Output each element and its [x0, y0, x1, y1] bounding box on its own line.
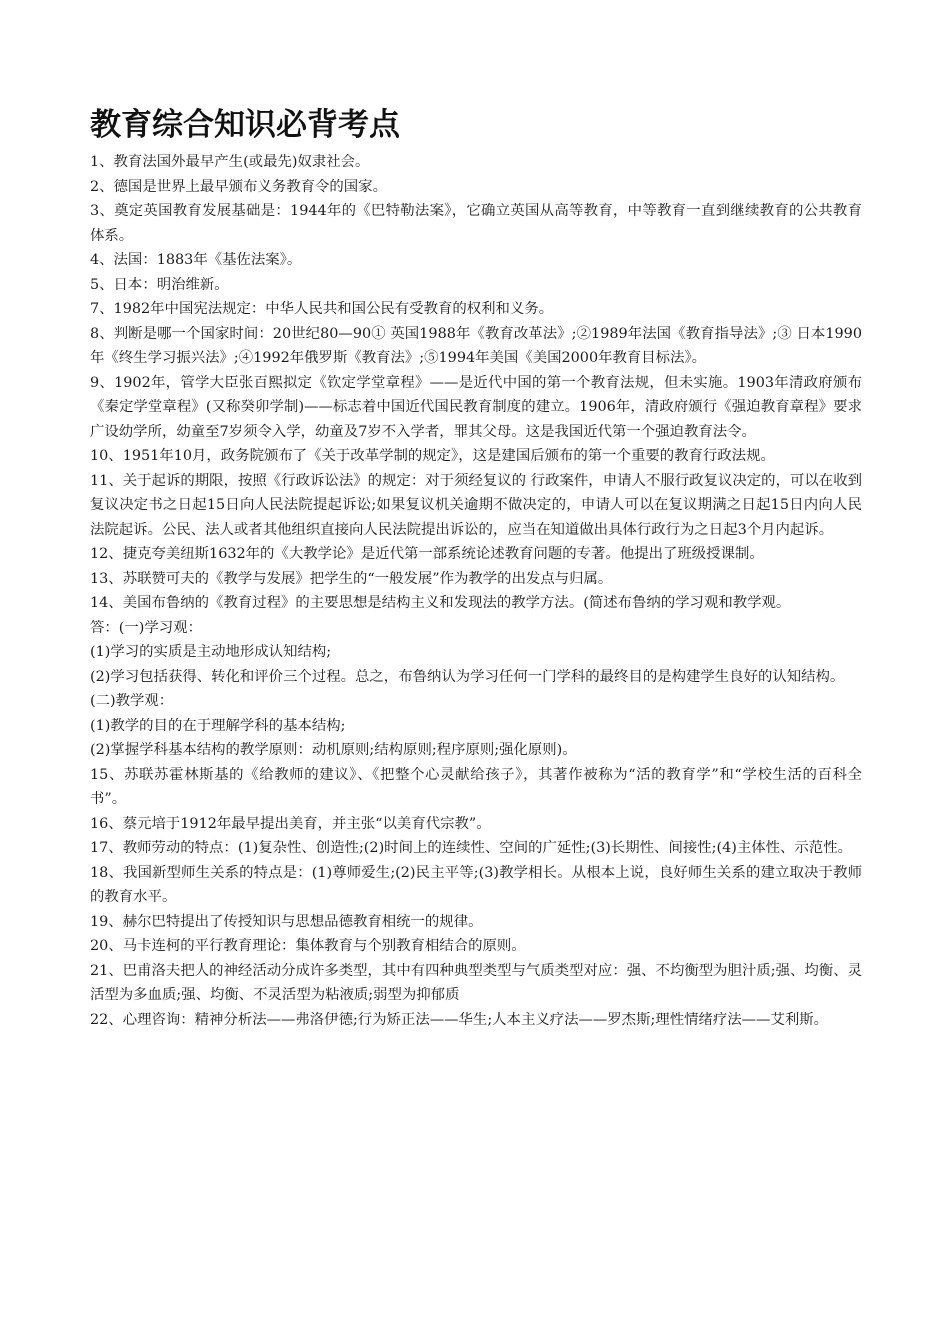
paragraph: 8、判断是哪一个国家时间：20世纪80—90① 英国1988年《教育改革法》;②1989年法国《教育指导法》;③ 日本1990年《终生学习振兴法》;④1992年俄罗斯《教育法》;⑤1994年美国《美国2000年教育目标法》。 [90, 325, 862, 366]
paragraph: 9、1902年，管学大臣张百熙拟定《钦定学堂章程》——是近代中国的第一个教育法规，但未实施。1903年清政府颁布《秦定学堂章程》(又称癸卯学制)——标志着中国近代国民教育制度的建立。1906年，清政府颁行《强迫教育章程》要求广设幼学所，幼童至7岁须令入学，幼童及7岁不入学者，罪其父母。这是我国近代第一个强迫教育法令。 [90, 374, 862, 440]
paragraph: 5、日本：明治维新。 [90, 276, 229, 293]
paragraph: 15、苏联苏霍林斯基的《给教师的建议》、《把整个心灵献给孩子》，其著作被称为“活的教育学”和“学校生活的百科全书”。 [90, 766, 862, 807]
paragraph: 20、马卡连柯的平行教育理论：集体教育与个别教育相结合的原则。 [90, 938, 526, 954]
document-body [90, 150, 862, 1032]
paragraph: (1)教学的目的在于理解学科的基本结构; [90, 717, 346, 734]
paragraph: 4、法国：1883年《基佐法案》。 [90, 252, 302, 268]
paragraph: 19、赫尔巴特提出了传授知识与思想品德教育相统一的规律。 [90, 913, 483, 930]
paragraph: (2)掌握学科基本结构的教学原则：动机原则;结构原则;程序原则;强化原则)。 [90, 742, 577, 758]
paragraph: 22、心理咨询：精神分析法——弗洛伊德;行为矫正法——华生;人本主义疗法——罗杰斯;理性情绪疗法——艾利斯。 [90, 1011, 829, 1028]
paragraph: 18、我国新型师生关系的特点是：(1)尊师爱生;(2)民主平等;(3)教学相长。从根本上说，良好师生关系的建立取决于教师的教育水平。 [90, 864, 862, 905]
paragraph: 11、关于起诉的期限，按照《行政诉讼法》的规定：对于须经复议的 行政案件，申请人不服行政复议决定的，可以在收到复议决定书之日起15日向人民法院提起诉讼;如果复议机关逾期不做决定的，申请人可以在复议期满之日起15日内向人民法院起诉。公民、法人或者其他组织直接向人民法院提出诉讼的，应当在知道做出具体行政行为之日起3个月内起诉。 [90, 472, 862, 538]
paragraph: (二)教学观： [90, 693, 174, 709]
paragraph: 21、巴甫洛夫把人的神经活动分成许多类型，其中有四种典型类型与气质类型对应：强、不均衡型为胆汁质;强、均衡、灵活型为多血质;强、均衡、不灵活型为粘液质;弱型为抑郁质 [90, 962, 862, 1003]
paragraph: (1)学习的实质是主动地形成认知结构; [90, 644, 332, 660]
document-page [90, 102, 862, 1032]
paragraph: 14、美国布鲁纳的《教育过程》的主要思想是结构主义和发现法的教学方法。(简述布鲁纳的学习观和教学观。 [90, 595, 791, 611]
paragraph: 答：(一)学习观： [90, 619, 202, 636]
paragraph: (2)学习包括获得、转化和评价三个过程。总之，布鲁纳认为学习任何一门学科的最终目的是构建学生良好的认知结构。 [90, 668, 845, 685]
paragraph: 17、教师劳动的特点：(1)复杂性、创造性;(2)时间上的连续性、空间的广延性;(3)长期性、间接性;(4)主体性、示范性。 [90, 840, 852, 856]
document-title: 教育综合知识必背考点 [90, 107, 400, 143]
paragraph: 1、教育法国外最早产生(或最先)奴隶社会。 [90, 154, 370, 170]
paragraph: 16、蔡元培于1912年最早提出美育，并主张“以美育代宗教”。 [90, 815, 491, 832]
paragraph: 13、苏联赞可夫的《教学与发展》把学生的“一般发展”作为教学的出发点与归属。 [90, 570, 613, 587]
paragraph: 7、1982年中国宪法规定：中华人民共和国公民有受教育的权利和义务。 [90, 301, 554, 317]
paragraph: 10、1951年10月，政务院颁布了《关于改革学制的规定》，这是建国后颁布的第一个重要的教育行政法规。 [90, 448, 775, 464]
paragraph: 2、德国是世界上最早颁布义务教育令的国家。 [90, 178, 387, 195]
paragraph: 12、捷克夸美纽斯1632年的《大教学论》是近代第一部系统论述教育问题的专著。他提出了班级授课制。 [90, 546, 764, 562]
paragraph: 3、奠定英国教育发展基础是：1944年的《巴特勒法案》，它确立英国从高等教育，中等教育一直到继续教育的公共教育体系。 [90, 203, 862, 244]
